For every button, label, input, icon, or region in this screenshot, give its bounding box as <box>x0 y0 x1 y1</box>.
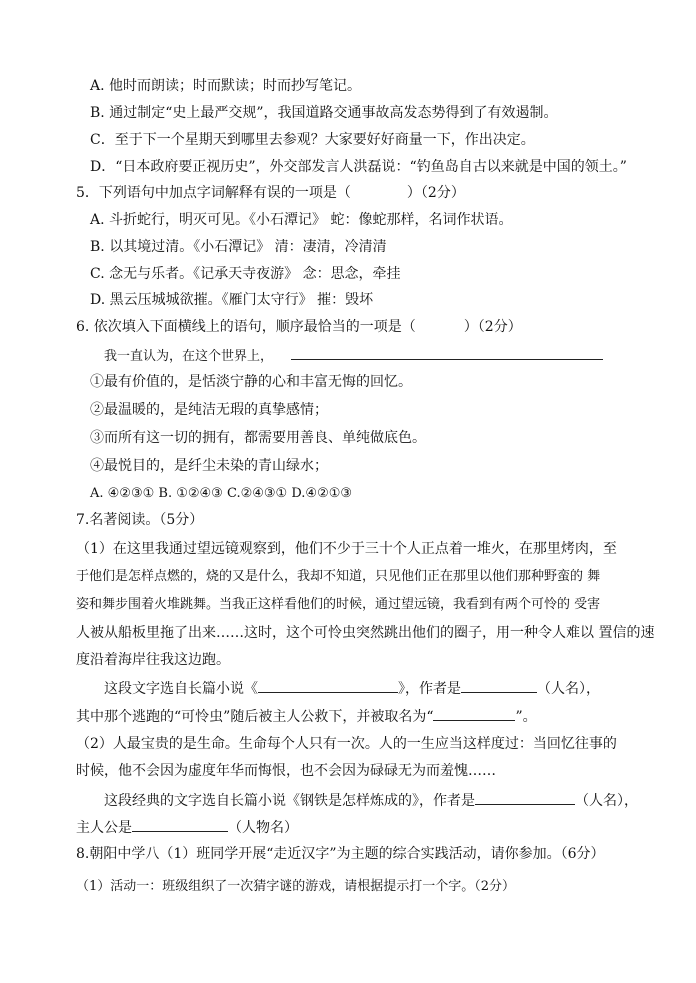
q4-option-b: B. 通过制定“史上最严交规”，我国道路交通事故高发态势得到了有效遏制。 <box>90 105 558 121</box>
q7-passage1-line5: 度沿着海岸往我这边跑。 <box>76 652 230 668</box>
q7-q2-line1: 这段经典的文字选自长篇小说《钢铁是怎样炼成的》，作者是 （人名）， <box>104 790 638 811</box>
q7-q1-line2: 其中那个逃跑的“可怜虫”随后被主人公救下，并被取名为“ ”。 <box>76 706 537 727</box>
q7-passage1-line3: 姿和舞步围着火堆跳舞。当我正这样看他们的时候，通过望远镜，我看到有两个可怜的 受害 <box>76 597 601 612</box>
q5-option-b: B. 以其境过清。《小石潭记》 清：凄清，冷清清 <box>90 239 387 255</box>
q7-stem: 7.名著阅读。（5分） <box>76 512 204 528</box>
q6-sentence-3: ③而所有这一切的拥有，都需要用善良、单纯做底色。 <box>90 430 426 446</box>
q8-activity1: （1）活动一：班级组织了一次猜字谜的游戏，请根据提示打一个字。（2分） <box>76 879 516 894</box>
q7-passage2-line1: （2）人最宝贵的是生命。生命每个人只有一次。人的一生应当这样度过：当回忆往事的 <box>76 736 617 752</box>
q6-sentence-1: ①最有价值的，是恬淡宁静的心和丰富无悔的回忆。 <box>90 374 412 390</box>
q7-passage1-line4: 人被从船板里拖了出来……这时，这个可怜虫突然跳出他们的圈子，用一种令人难以 置信的速 <box>76 625 655 641</box>
q7-q1-line1: 这段文字选自长篇小说《 》，作者是 （人名）， <box>104 678 600 699</box>
q5-stem: 5．下列语句中加点字词解释有误的一项是（ ）（2分） <box>76 185 465 201</box>
q7-passage1-line2: 于他们是怎样点燃的，烧的又是什么，我却不知道，只见他们正在那里以他们那种野蛮的 舞 <box>76 569 601 584</box>
q7-q2-line2: 主人公是 （人物名） <box>76 817 298 838</box>
q6-options: A. ④②③① B. ①②④③ C.②④③① D.④②①③ <box>90 486 353 501</box>
answer-blank <box>461 678 537 693</box>
q4-option-a: A. 他时而朗读；时而默读；时而抄写笔记。 <box>90 78 362 94</box>
q8-stem: 8.朝阳中学八（1）班同学开展“走近汉字”为主题的综合实践活动，请你参加。（6分） <box>76 846 605 862</box>
q7-passage2-line2: 时候，他不会因为虚度年华而悔恨，也不会因为碌碌无为而羞愧…… <box>76 763 496 779</box>
q6-lead: 我一直认为，在这个世界上， <box>104 345 603 367</box>
q6-stem: 6. 依次填入下面横线上的语句，顺序最恰当的一项是（ ）（2分） <box>76 319 522 335</box>
q7-passage1-line1: （1）在这里我通过望远镜观察到，他们不少于三十个人正点着一堆火，在那里烤肉，至 <box>76 541 617 557</box>
q6-sentence-2: ②最温暖的，是纯洁无瑕的真挚感情； <box>90 402 328 418</box>
q4-option-c: C．至于下一个星期天到哪里去参观？大家要好好商量一下，作出决定。 <box>90 132 535 148</box>
q5-option-d: D. 黑云压城城欲摧。《雁门太守行》 摧：毁坏 <box>90 292 374 308</box>
q4-option-d: D．“日本政府要正视历史”，外交部发言人洪磊说：“钓鱼岛自古以来就是中国的领土。” <box>90 159 627 175</box>
answer-blank <box>291 345 603 360</box>
answer-blank <box>433 706 515 721</box>
q6-sentence-4: ④最悦目的，是纤尘未染的青山绿水； <box>90 458 328 474</box>
answer-blank <box>258 678 398 693</box>
q5-option-a: A. 斗折蛇行，明灭可见。《小石潭记》 蛇：像蛇那样，名词作状语。 <box>90 212 513 228</box>
q5-option-c: C. 念无与乐者。《记承天寺夜游》 念：思念，牵挂 <box>90 266 401 282</box>
answer-blank <box>132 817 228 832</box>
answer-blank <box>475 790 575 805</box>
